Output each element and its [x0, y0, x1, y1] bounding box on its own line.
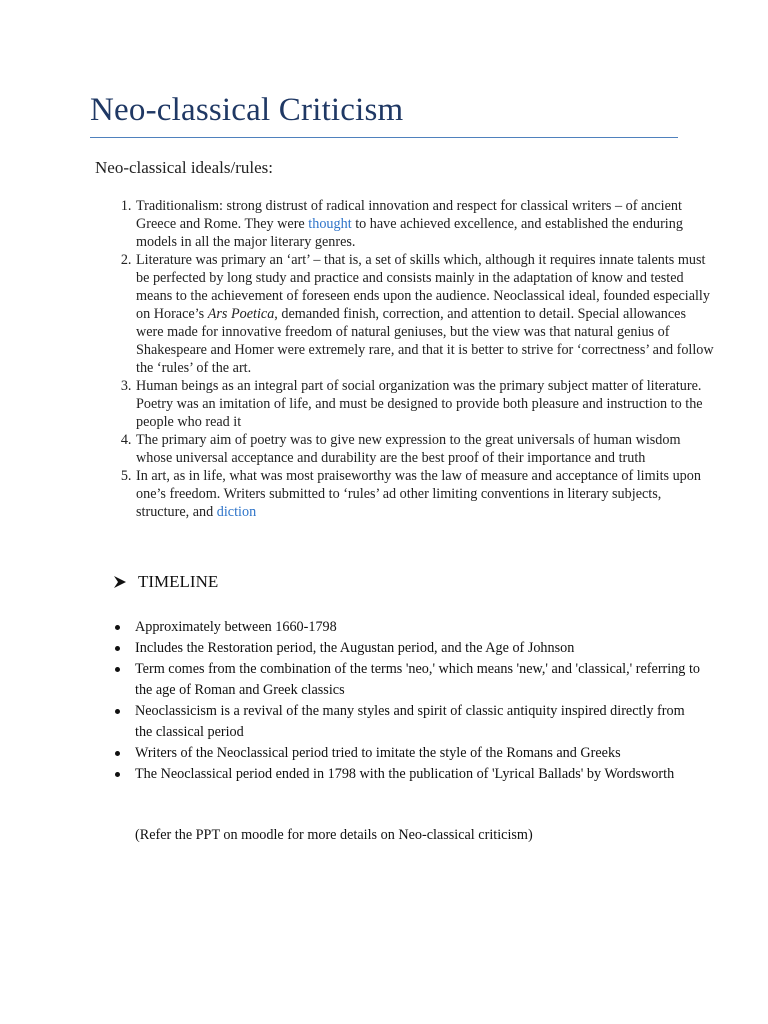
- list-item: [135, 638, 701, 659]
- bullet-icon: [115, 646, 120, 651]
- list-item-text: Neoclassicism is a revival of the many styles and spirit of classic antiquity inspired directly from the classical period: [135, 703, 685, 740]
- refer-note: (Refer the PPT on moodle for more details on Neo-classical criticism): [135, 827, 533, 843]
- thought-link[interactable]: thought: [308, 216, 352, 232]
- arrowhead-bullet-icon: [113, 575, 127, 589]
- bullet-icon: [115, 667, 120, 672]
- list-item-text: Approximately between 1660-1798: [135, 619, 337, 635]
- timeline-heading-text: TIMELINE: [138, 572, 219, 591]
- list-item-text: Term comes from the combination of the terms 'neo,' which means 'new,' and 'classical,' referring to the age of Roman and Greek classics: [135, 661, 700, 698]
- rule-text: In art, as in life, what was most praiseworthy was the law of measure and acceptance of limits upon one’s freedom. Writers submitted to ‘rules’ ad other limiting conventions in literary subjects, structure, and: [136, 468, 701, 520]
- bullet-icon: [115, 709, 120, 714]
- section-subheading: Neo-classical ideals/rules:: [95, 158, 273, 177]
- list-item-text: The Neoclassical period ended in 1798 with the publication of 'Lyrical Ballads' by Wordsworth: [135, 766, 675, 782]
- list-item: [135, 701, 701, 743]
- list-item: [135, 659, 701, 701]
- list-item-text: Writers of the Neoclassical period tried to imitate the style of the Romans and Greeks: [135, 745, 621, 761]
- list-item-text: Includes the Restoration period, the Augustan period, and the Age of Johnson: [135, 640, 575, 656]
- rule-text: , demanded finish, correction, and attention to detail. Special allowances were made for innovative freedom of natural geniuses, but the view was that natural genius of Shakespeare and Homer were extremely rare, and that it is better to strive for ‘correctness’ and follow the ‘rules’ of the art.: [136, 306, 714, 376]
- rule-item: [135, 467, 717, 521]
- timeline-heading: [113, 572, 218, 592]
- list-item: [135, 617, 701, 638]
- bullet-icon: [115, 625, 120, 630]
- timeline-list: [113, 617, 701, 785]
- list-item: [135, 743, 701, 764]
- rule-text: The primary aim of poetry was to give new expression to the great universals of human wisdom whose universal acceptance and durability are the best proof of their importance and truth: [136, 432, 681, 466]
- page-title: Neo-classical Criticism: [90, 92, 404, 128]
- rule-item: [135, 197, 717, 251]
- ars-poetica-title: Ars Poetica: [207, 306, 275, 322]
- rules-list: [95, 197, 717, 521]
- title-underline: [90, 137, 678, 138]
- rule-text: Human beings as an integral part of social organization was the primary subject matter of literature. Poetry was an imitation of life, and must be designed to provide both pleasure and instruction to the people who read it: [136, 378, 703, 430]
- rule-item: [135, 377, 717, 431]
- bullet-icon: [115, 772, 120, 777]
- rule-item: [135, 431, 717, 467]
- rule-text: Traditionalism: strong distrust of radical innovation and respect for classical writers – of ancient Greece and Rome. They were: [136, 198, 682, 232]
- diction-link[interactable]: diction: [216, 504, 257, 520]
- rule-text: Literature was primary an ‘art’ – that is, a set of skills which, although it requires innate talents must be perfected by long study and practice and consists mainly in the adaptation of know and tested means to the achievement of foreseen ends upon the audience. Neoclassical ideal, founded especially on Horace’s: [136, 252, 710, 322]
- bullet-icon: [115, 751, 120, 756]
- rule-text: to have achieved excellence, and established the enduring models in all the major literary genres.: [136, 216, 683, 250]
- list-item: [135, 764, 701, 785]
- rule-item: [135, 251, 717, 377]
